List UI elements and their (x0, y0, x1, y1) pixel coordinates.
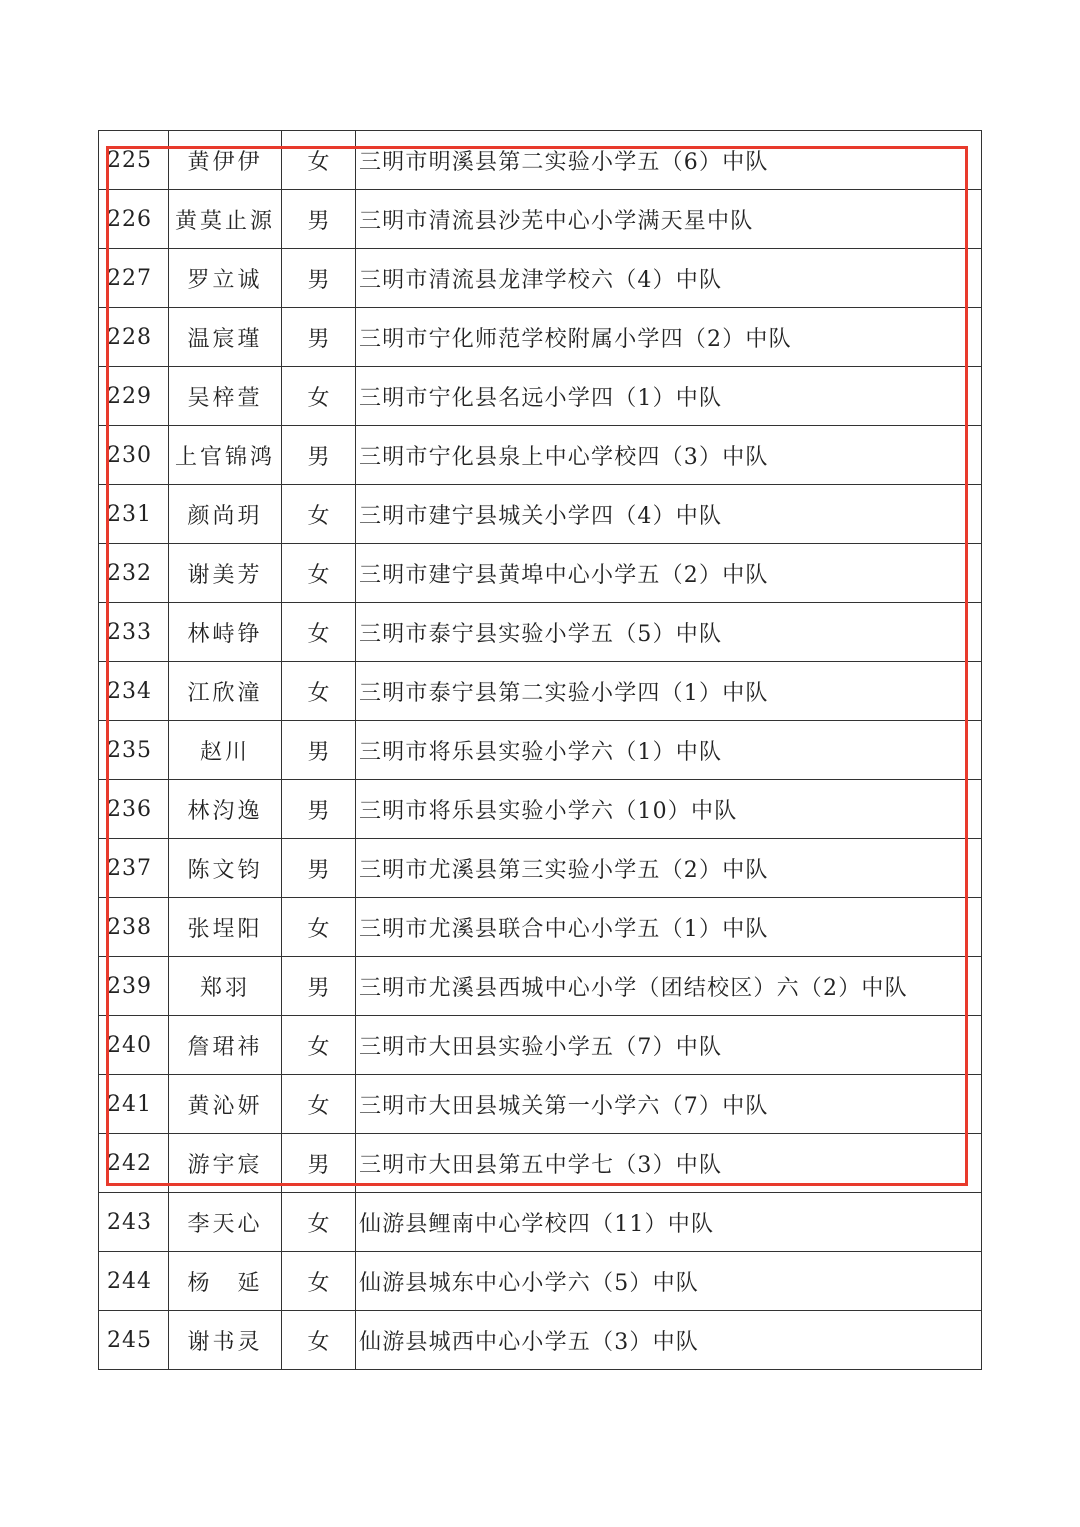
table-row (99, 898, 982, 957)
school-unit: 三明市大田县实验小学五（7）中队 (356, 1016, 982, 1075)
row-number: 238 (99, 898, 169, 957)
row-number: 227 (99, 249, 169, 308)
table-row (99, 662, 982, 721)
school-unit: 仙游县城西中心小学五（3）中队 (356, 1311, 982, 1370)
school-unit: 三明市宁化县名远小学四（1）中队 (356, 367, 982, 426)
gender: 女 (282, 485, 356, 544)
table-row (99, 957, 982, 1016)
school-unit: 三明市尤溪县西城中心小学（团结校区）六（2）中队 (356, 957, 982, 1016)
gender: 女 (282, 1311, 356, 1370)
student-name: 李天心 (169, 1193, 282, 1252)
student-name: 游宇宸 (169, 1134, 282, 1193)
school-unit: 仙游县鲤南中心学校四（11）中队 (356, 1193, 982, 1252)
student-name: 赵川 (169, 721, 282, 780)
student-name: 颜尚玥 (169, 485, 282, 544)
gender: 女 (282, 131, 356, 190)
school-unit: 三明市建宁县黄埠中心小学五（2）中队 (356, 544, 982, 603)
row-number: 231 (99, 485, 169, 544)
row-number: 236 (99, 780, 169, 839)
gender: 男 (282, 721, 356, 780)
table-row (99, 721, 982, 780)
table-row (99, 367, 982, 426)
row-number: 230 (99, 426, 169, 485)
school-unit: 三明市泰宁县实验小学五（5）中队 (356, 603, 982, 662)
gender: 男 (282, 249, 356, 308)
gender: 男 (282, 957, 356, 1016)
student-name: 黄伊伊 (169, 131, 282, 190)
student-name: 吴梓萱 (169, 367, 282, 426)
row-number: 240 (99, 1016, 169, 1075)
gender: 男 (282, 426, 356, 485)
table-row (99, 308, 982, 367)
school-unit: 三明市宁化师范学校附属小学四（2）中队 (356, 308, 982, 367)
honor-list-table (98, 130, 982, 1370)
gender: 男 (282, 780, 356, 839)
school-unit: 三明市将乐县实验小学六（10）中队 (356, 780, 982, 839)
student-name: 温宸瑾 (169, 308, 282, 367)
row-number: 228 (99, 308, 169, 367)
gender: 男 (282, 839, 356, 898)
school-unit: 三明市尤溪县联合中心小学五（1）中队 (356, 898, 982, 957)
table-row (99, 190, 982, 249)
table-row (99, 1193, 982, 1252)
table-row (99, 1311, 982, 1370)
table-row (99, 249, 982, 308)
student-name: 张埕阳 (169, 898, 282, 957)
gender: 女 (282, 367, 356, 426)
gender: 男 (282, 1134, 356, 1193)
student-name: 谢书灵 (169, 1311, 282, 1370)
row-number: 233 (99, 603, 169, 662)
table-row (99, 1016, 982, 1075)
student-name: 江欣潼 (169, 662, 282, 721)
school-unit: 三明市建宁县城关小学四（4）中队 (356, 485, 982, 544)
school-unit: 三明市宁化县泉上中心学校四（3）中队 (356, 426, 982, 485)
student-name: 林汮逸 (169, 780, 282, 839)
row-number: 245 (99, 1311, 169, 1370)
gender: 女 (282, 898, 356, 957)
row-number: 237 (99, 839, 169, 898)
table-row (99, 1134, 982, 1193)
school-unit: 三明市尤溪县第三实验小学五（2）中队 (356, 839, 982, 898)
gender: 女 (282, 603, 356, 662)
row-number: 239 (99, 957, 169, 1016)
row-number: 244 (99, 1252, 169, 1311)
row-number: 235 (99, 721, 169, 780)
student-name: 杨 延 (169, 1252, 282, 1311)
student-name: 郑羽 (169, 957, 282, 1016)
row-number: 226 (99, 190, 169, 249)
school-unit: 仙游县城东中心小学六（5）中队 (356, 1252, 982, 1311)
student-name: 黄莫止源 (169, 190, 282, 249)
table-row (99, 839, 982, 898)
row-number: 232 (99, 544, 169, 603)
table-row (99, 131, 982, 190)
row-number: 242 (99, 1134, 169, 1193)
row-number: 234 (99, 662, 169, 721)
student-name: 谢美芳 (169, 544, 282, 603)
gender: 女 (282, 1016, 356, 1075)
gender: 女 (282, 1252, 356, 1311)
school-unit: 三明市清流县沙芜中心小学满天星中队 (356, 190, 982, 249)
row-number: 241 (99, 1075, 169, 1134)
row-number: 225 (99, 131, 169, 190)
gender: 男 (282, 308, 356, 367)
student-name: 罗立诚 (169, 249, 282, 308)
table-row (99, 544, 982, 603)
school-unit: 三明市泰宁县第二实验小学四（1）中队 (356, 662, 982, 721)
gender: 女 (282, 1193, 356, 1252)
gender: 女 (282, 662, 356, 721)
school-unit: 三明市大田县城关第一小学六（7）中队 (356, 1075, 982, 1134)
school-unit: 三明市清流县龙津学校六（4）中队 (356, 249, 982, 308)
table-row (99, 780, 982, 839)
row-number: 243 (99, 1193, 169, 1252)
school-unit: 三明市大田县第五中学七（3）中队 (356, 1134, 982, 1193)
table-row (99, 485, 982, 544)
student-name: 陈文钧 (169, 839, 282, 898)
row-number: 229 (99, 367, 169, 426)
student-name: 上官锦鸿 (169, 426, 282, 485)
table-body (99, 131, 982, 1370)
student-name: 黄沁妍 (169, 1075, 282, 1134)
school-unit: 三明市明溪县第二实验小学五（6）中队 (356, 131, 982, 190)
school-unit: 三明市将乐县实验小学六（1）中队 (356, 721, 982, 780)
gender: 女 (282, 544, 356, 603)
table-row (99, 603, 982, 662)
table-row (99, 1075, 982, 1134)
student-name: 詹珺祎 (169, 1016, 282, 1075)
table-row (99, 426, 982, 485)
table-row (99, 1252, 982, 1311)
gender: 男 (282, 190, 356, 249)
student-name: 林峙铮 (169, 603, 282, 662)
gender: 女 (282, 1075, 356, 1134)
